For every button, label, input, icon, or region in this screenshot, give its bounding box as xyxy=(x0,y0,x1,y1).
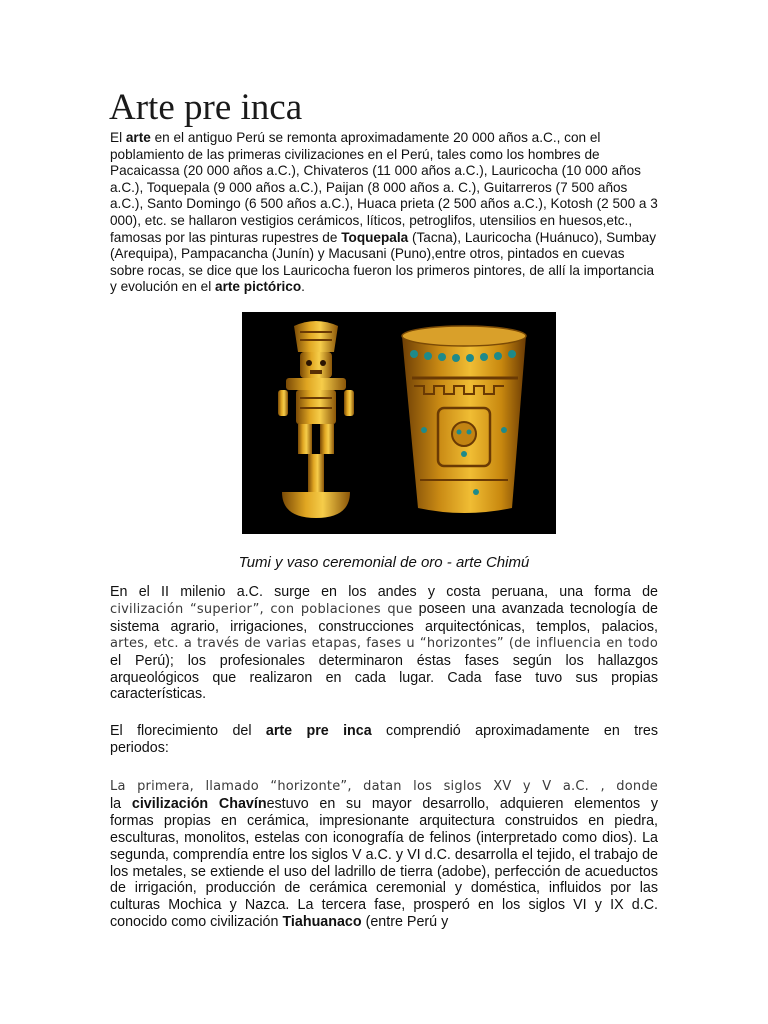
bold-toquepala: Toquepala xyxy=(341,229,409,245)
text-line: En el II milenio a.C. surge en los andes y costa peruana, una forma de xyxy=(110,584,658,600)
text-line: sistema agrario, irrigaciones, construcciones arquitectónicas, templos, palacios, xyxy=(110,618,658,635)
text-line: artes, etc. a través de varias etapas, fases u “horizontes” (de influencia en todo xyxy=(110,635,658,651)
milenio-paragraph xyxy=(110,584,658,703)
text-run: poseen una avanzada tecnología de xyxy=(412,600,658,617)
text-run: formas propias en cerámica, impresionante arquitectura construidos en piedra, esculturas, monolitos, estelas con iconografía de felinos (interpretado como dios). La segunda, comprendía entre los siglos V a.C. y VI d.C. desarrolla el tejido, el trabajo de los metales, se extiende el uso del ladrillo de tierra (adobe), perfección de acueductos de irrigación, producción de cerámica ceremonial y doméstica, influidos por las culturas Mochica y Nazca. La tercera fase, prosperó en los siglos VI y IX d.C. conocido como civilización xyxy=(110,812,658,931)
bold-arte: arte xyxy=(125,130,151,145)
tumi-and-vase-photo xyxy=(242,312,556,534)
text-line: La primera, llamado “horizonte”, datan los siglos XV y V a.C. , donde xyxy=(110,779,658,794)
bold-civilizacion-chavin: civilización Chavín xyxy=(131,795,267,812)
text-line: arqueológicos que realizaron en cada lugar. Cada fase tuvo sus propias xyxy=(110,669,658,686)
bold-tiahuanaco: Tiahuanaco xyxy=(282,914,362,931)
text-run: (Tacna), Lauricocha (Huánuco), Sumbay (Arequipa), Pampacancha (Junín) y Macusani (Puno),entre otros, pintados en cuevas sobre rocas, se dice que los Lauricocha fueron los primeros pintores, de allí la importancia y evolución en el xyxy=(110,229,657,295)
text-run: El xyxy=(110,130,126,145)
text-run: en el antiguo Perú se remonta aproximadamente 20 000 años a.C., con el poblamiento de las primeras civilizaciones en el Perú, tales como los hombres de Pacaicassa (20 000 años a.C.), Chivateros (11 000 años a.C.), Lauricocha (10 000 años a.C.), Toquepala (9 000 años a.C.), Paijan (8 000 años a. C.), Guitarreros (7 500 años a.C.), Santo Domingo (6 500 años a.C.), Huaca prieta (2 500 años a.C.), Kotosh (2 500 a 3 000), etc. se hallaron vestigios cerámicos, líticos, petroglifos, utensilios en huesos,etc., famosas por las pinturas rupestres de xyxy=(110,130,658,245)
florecimiento-paragraph xyxy=(110,723,658,757)
image-caption: Tumi y vaso ceremonial de oro - arte Chimú xyxy=(238,554,530,571)
intro-paragraph xyxy=(110,130,658,296)
ceremonial-vase xyxy=(402,326,526,513)
text-line xyxy=(110,723,658,740)
bold-arte-pictorico: arte pictórico xyxy=(215,279,302,295)
periodos-paragraph xyxy=(110,779,658,931)
text-line: características. xyxy=(110,686,207,703)
text-run: (entre Perú y xyxy=(361,914,449,931)
text-line: periodos: xyxy=(110,739,169,756)
text-line xyxy=(110,601,658,619)
page-title: Arte pre inca xyxy=(109,87,303,128)
text-run: El florecimiento del xyxy=(110,723,266,739)
text-run: civilización “superior”, con poblaciones que xyxy=(110,601,413,617)
bold-arte-pre-inca: arte pre inca xyxy=(265,723,372,739)
text-run: . xyxy=(301,279,305,295)
gold-artifacts-illustration xyxy=(242,312,556,534)
text-line xyxy=(110,796,658,813)
text-line: el Perú); los profesionales determinaron éstas fases según los hallazgos xyxy=(110,652,658,669)
text-run: estuvo en su mayor desarrollo, adquieren elementos y xyxy=(266,795,658,812)
text-run: comprendió aproximadamente en tres xyxy=(371,723,658,739)
text-run: la xyxy=(110,795,132,812)
